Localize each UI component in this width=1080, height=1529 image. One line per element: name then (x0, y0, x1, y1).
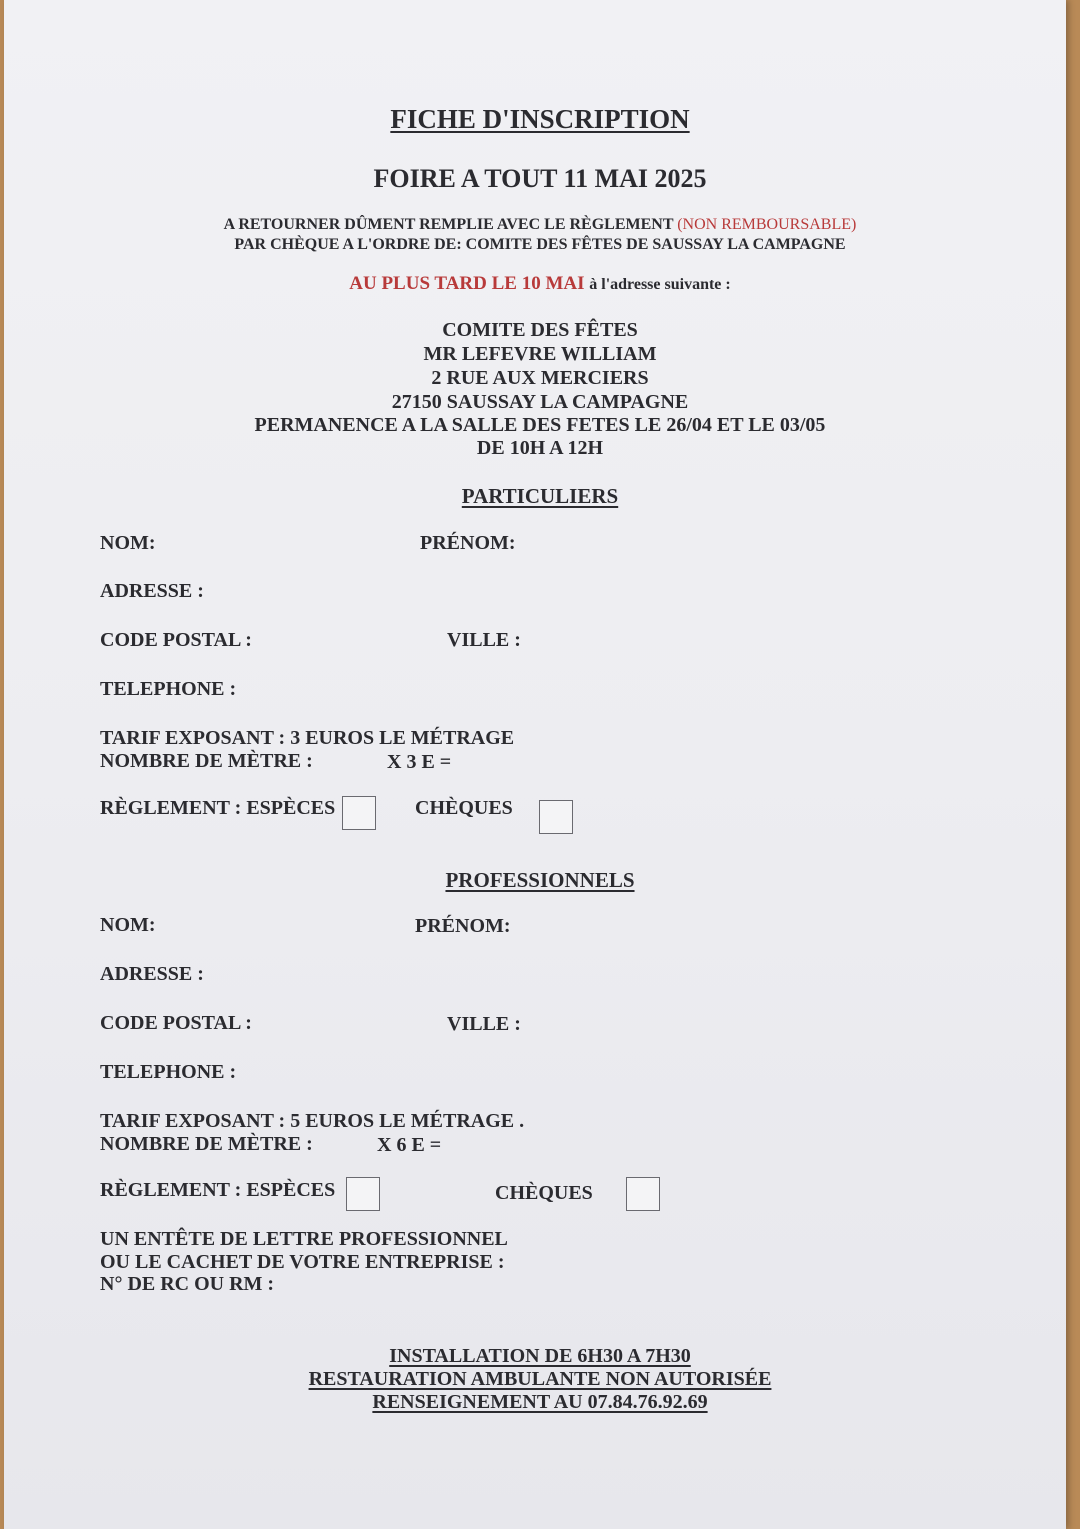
address-line-1: COMITE DES FÊTES (442, 319, 638, 341)
particulier-adresse-label: ADRESSE : (100, 580, 204, 602)
footer-installation: INSTALLATION DE 6H30 A 7H30 (389, 1345, 691, 1367)
particulier-especes-checkbox[interactable] (342, 796, 376, 830)
particulier-reglement-label: RÈGLEMENT : ESPÈCES (100, 797, 336, 819)
particulier-cheques-checkbox[interactable] (539, 800, 573, 834)
non-refundable-note: (NON REMBOURSABLE) (677, 216, 857, 233)
pro-cheques-label: CHÈQUES (495, 1182, 593, 1204)
particulier-nom-label: NOM: (100, 532, 156, 554)
pro-code-postal-label: CODE POSTAL : (100, 1012, 252, 1034)
footer-renseignement: RENSEIGNEMENT AU 07.84.76.92.69 (372, 1391, 708, 1413)
pro-telephone-label: TELEPHONE : (100, 1061, 237, 1083)
pro-nombre-label: NOMBRE DE MÈTRE : (100, 1133, 313, 1155)
particulier-nombre-label: NOMBRE DE MÈTRE : (100, 750, 313, 772)
particulier-ville-label: VILLE : (447, 629, 521, 651)
particulier-tarif: TARIF EXPOSANT : 3 EUROS LE MÉTRAGE (100, 727, 515, 749)
pro-entete-line-1: UN ENTÊTE DE LETTRE PROFESSIONNEL (100, 1228, 508, 1250)
instructions-line-2: PAR CHÈQUE A L'ORDRE DE: COMITE DES FÊTES DE SAUSSAY LA CAMPAGNE (234, 236, 846, 253)
deadline-suffix: à l'adresse suivante : (589, 276, 731, 293)
pro-adresse-label: ADRESSE : (100, 963, 204, 985)
particulier-prenom-label: PRÉNOM: (420, 532, 516, 554)
pro-ville-label: VILLE : (447, 1013, 521, 1035)
title-text: FICHE D'INSCRIPTION (390, 104, 690, 134)
address-line-3: 2 RUE AUX MERCIERS (431, 367, 649, 389)
address-line-4: 27150 SAUSSAY LA CAMPAGNE (391, 391, 689, 413)
footer-restauration: RESTAURATION AMBULANTE NON AUTORISÉE (308, 1368, 772, 1390)
event-title: FOIRE A TOUT 11 MAI 2025 (373, 164, 707, 193)
instructions-text: A RETOURNER DÛMENT REMPLIE AVEC LE RÈGLEMENT (223, 216, 674, 233)
pro-nom-label: NOM: (100, 914, 156, 936)
deadline-line (0, 273, 1080, 295)
section-heading-particuliers: PARTICULIERS (461, 484, 619, 508)
particulier-calc: X 3 E = (387, 751, 452, 773)
pro-entete-line-2: OU LE CACHET DE VOTRE ENTREPRISE : (100, 1251, 505, 1273)
address-line-2: MR LEFEVRE WILLIAM (423, 343, 657, 365)
instructions-line-1 (0, 216, 1080, 234)
page-title (0, 104, 1080, 135)
deadline-text: AU PLUS TARD LE 10 MAI (349, 273, 585, 294)
particulier-cheques-label: CHÈQUES (415, 797, 513, 819)
section-heading-professionnels: PROFESSIONNELS (445, 868, 635, 892)
address-line-6: DE 10H A 12H (476, 437, 604, 459)
pro-prenom-label: PRÉNOM: (415, 915, 511, 937)
pro-cheques-checkbox[interactable] (626, 1177, 660, 1211)
particulier-telephone-label: TELEPHONE : (100, 678, 237, 700)
particulier-code-postal-label: CODE POSTAL : (100, 629, 252, 651)
address-line-5: PERMANENCE A LA SALLE DES FETES LE 26/04 ET LE 03/05 (254, 414, 826, 436)
pro-especes-checkbox[interactable] (346, 1177, 380, 1211)
pro-reglement-label: RÈGLEMENT : ESPÈCES (100, 1179, 336, 1201)
pro-tarif: TARIF EXPOSANT : 5 EUROS LE MÉTRAGE . (100, 1110, 525, 1132)
pro-calc: X 6 E = (377, 1134, 442, 1156)
pro-rc-label: N° DE RC OU RM : (100, 1273, 275, 1295)
